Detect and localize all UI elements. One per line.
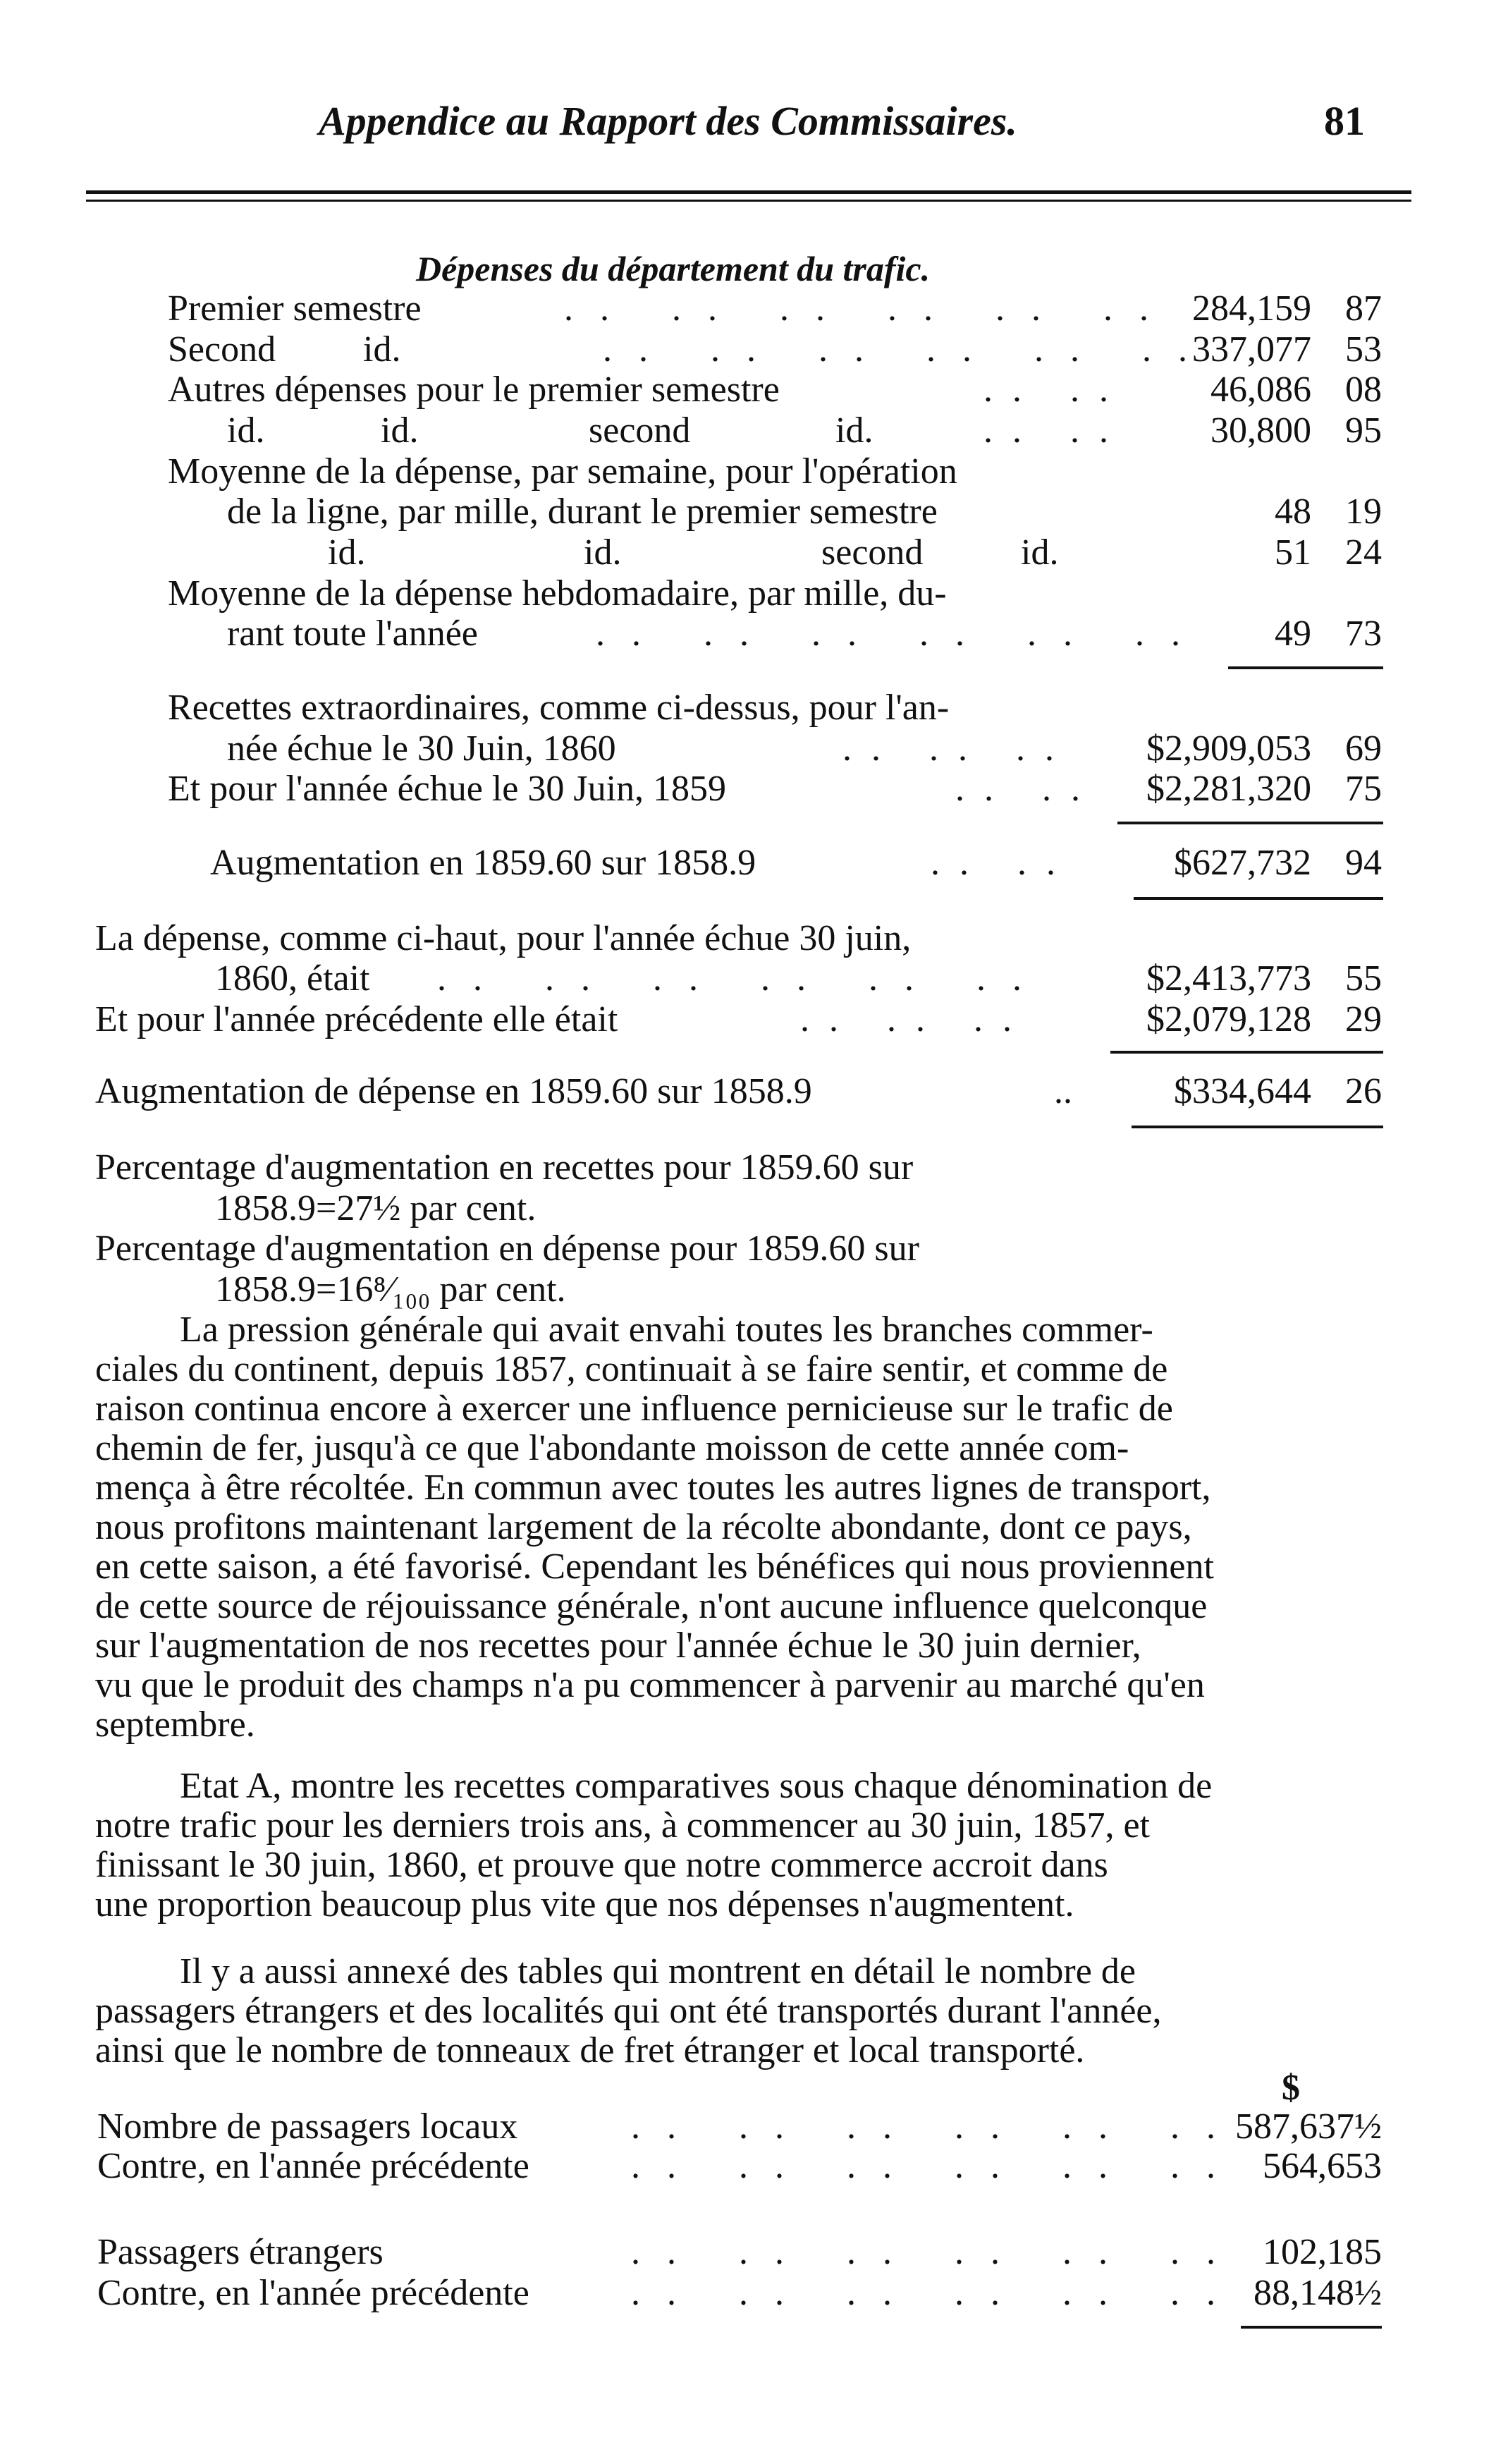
weekly-average-amount: 49 <box>1275 614 1311 654</box>
leader-dots: .. .. .. .. .. .. <box>596 614 1207 654</box>
expense-cents: 87 <box>1345 288 1382 329</box>
expense-amount: 337,077 <box>1192 329 1311 370</box>
receipts-line2: née échue le 30 Juin, 1860 <box>227 728 616 769</box>
leader-dots: .. .. <box>931 843 1075 883</box>
leader-dots: .. .. .. .. .. .. <box>564 288 1175 329</box>
percentage-receipts-line2: 1858.9=27½ par cent. <box>215 1188 537 1228</box>
average-label-id: id. <box>328 532 366 573</box>
leader-dots: .. .. <box>983 370 1128 410</box>
leader-dots: .. .. <box>983 410 1128 451</box>
percentage-receipts-line1: Percentage d'augmentation en recettes pour 1859.60 sur <box>95 1147 914 1188</box>
leader-dots: .. .. .. <box>842 728 1074 769</box>
average-label-id: id. <box>584 532 622 573</box>
text-line: ainsi que le nombre de tonneaux de fret étranger et local transporté. <box>95 2030 1085 2070</box>
total-rule <box>1134 897 1383 900</box>
weekly-average-cents: 73 <box>1345 614 1382 654</box>
text-line: mença à être récoltée. En commun avec toutes les autres lignes de transport, <box>95 1468 1211 1508</box>
expense-cents: 95 <box>1345 410 1382 451</box>
average-cents: 19 <box>1345 492 1382 532</box>
receipts-line3: Et pour l'année échue le 30 Juin, 1859 <box>168 769 727 809</box>
section-title: Dépenses du département du trafic. <box>416 249 931 288</box>
text-line: ciales du continent, depuis 1857, continuait à se faire sentir, et comme de <box>95 1349 1168 1389</box>
expenditure-amount-1860: $2,413,773 <box>1146 958 1311 999</box>
expense-amount: 46,086 <box>1210 370 1311 410</box>
average-label-line1: Moyenne de la dépense, par semaine, pour l'opération <box>168 451 957 492</box>
percentage-expense-line2: 1858.9=16⁸⁄₁₀₀ par cent. <box>215 1269 566 1310</box>
average-label-second: second <box>821 532 924 573</box>
expense-label-id: id. <box>381 410 419 451</box>
percentage-expense-line1: Percentage d'augmentation en dépense pour 1859.60 sur <box>95 1228 919 1269</box>
text-line: Il y a aussi annexé des tables qui montrent en détail le nombre de <box>180 1951 1136 1992</box>
expense-amount: 284,159 <box>1192 288 1311 329</box>
leader-dots: .. .. .. .. .. .. <box>631 2146 1242 2186</box>
expense-label-id: id. <box>227 410 265 451</box>
leader-dots: .. <box>1054 1071 1072 1111</box>
total-rule <box>1241 2326 1382 2329</box>
expense-cents: 53 <box>1345 329 1382 370</box>
average-amount: 51 <box>1275 532 1311 573</box>
total-rule <box>1132 1126 1383 1128</box>
running-title: Appendice au Rapport des Commissaires. <box>319 98 1017 144</box>
leader-dots: .. .. .. .. .. .. <box>437 958 1048 999</box>
leader-dots: .. .. .. .. .. .. <box>631 2106 1242 2147</box>
total-rule <box>1228 666 1383 669</box>
total-rule <box>1117 822 1383 824</box>
leader-dots: .. .. .. .. .. .. <box>603 329 1214 370</box>
text-line: sur l'augmentation de nos recettes pour l'année échue le 30 juin dernier, <box>95 1626 1141 1666</box>
text-line: une proportion beaucoup plus vite que nos dépenses n'augmentent. <box>95 1884 1074 1925</box>
leader-dots: .. .. .. <box>800 999 1031 1039</box>
receipts-cents-1859: 75 <box>1345 769 1382 809</box>
text-line: notre trafic pour les derniers trois ans, à commencer au 30 juin, 1857, et <box>95 1805 1150 1846</box>
text-line: passagers étrangers et des localités qui ont été transportés durant l'année, <box>95 1991 1162 2031</box>
page-number: 81 <box>1324 98 1365 144</box>
receipts-cents-1860: 69 <box>1345 728 1382 769</box>
receipts-increase-amount: $627,732 <box>1174 843 1311 883</box>
total-rule <box>1110 1051 1383 1054</box>
expenditure-increase-label: Augmentation de dépense en 1859.60 sur 1858.9 <box>95 1071 812 1111</box>
text-line: La pression générale qui avait envahi toutes les branches commer- <box>180 1310 1153 1350</box>
receipts-increase-cents: 94 <box>1345 843 1382 883</box>
local-passengers-prev-label: Contre, en l'année précédente <box>97 2146 529 2186</box>
expenditure-cents-1860: 55 <box>1345 958 1382 999</box>
expenditure-increase-amount: $334,644 <box>1174 1071 1311 1111</box>
text-line: raison continua encore à exercer une influence pernicieuse sur le trafic de <box>95 1389 1173 1429</box>
expense-label-second: second <box>589 410 691 451</box>
average-amount: 48 <box>1275 492 1311 532</box>
expense-cents: 08 <box>1345 370 1382 410</box>
local-passengers-prev-amount: 564,653 <box>1263 2146 1382 2186</box>
text-line: de cette source de réjouissance générale, n'ont aucune influence quelconque <box>95 1586 1208 1626</box>
expense-label-second: Second <box>168 329 276 370</box>
paragraph-annexed-tables <box>95 1952 1385 2070</box>
paragraph-etat-a <box>95 1767 1385 1925</box>
foreign-passengers-prev-label: Contre, en l'année précédente <box>97 2273 529 2313</box>
expenditure-line2: 1860, était <box>215 958 370 999</box>
text-line: en cette saison, a été favorisé. Cependant les bénéfices qui nous proviennent <box>95 1547 1214 1587</box>
text-line: vu que le produit des champs n'a pu commencer à parvenir au marché qu'en <box>95 1665 1205 1705</box>
expense-label-other: Autres dépenses pour le premier semestre <box>168 370 780 410</box>
foreign-passengers-prev-amount: 88,148½ <box>1253 2273 1382 2313</box>
weekly-average-line2: rant toute l'année <box>227 614 478 654</box>
header-rule-thin <box>86 200 1411 202</box>
expense-amount: 30,800 <box>1210 410 1311 451</box>
receipts-amount-1860: $2,909,053 <box>1146 728 1311 769</box>
receipts-line1: Recettes extraordinaires, comme ci-dessus, pour l'an- <box>168 688 950 728</box>
receipts-amount-1859: $2,281,320 <box>1146 769 1311 809</box>
expenditure-line3: Et pour l'année précédente elle était <box>95 999 618 1039</box>
expenditure-line1: La dépense, comme ci-haut, pour l'année échue 30 juin, <box>95 918 912 958</box>
average-label-id: id. <box>1021 532 1059 573</box>
expenditure-amount-1859: $2,079,128 <box>1146 999 1311 1039</box>
header-rule <box>86 190 1411 194</box>
expense-label-id: id. <box>363 329 401 370</box>
foreign-passengers-label: Passagers étrangers <box>97 2232 384 2272</box>
leader-dots: .. .. <box>955 769 1100 809</box>
currency-symbol: $ <box>1282 2068 1300 2108</box>
expense-label-first-semester: Premier semestre <box>168 288 422 329</box>
leader-dots: .. .. .. .. .. .. <box>631 2273 1242 2313</box>
text-line: chemin de fer, jusqu'à ce que l'abondante moisson de cette année com- <box>95 1428 1129 1468</box>
receipts-increase-label: Augmentation en 1859.60 sur 1858.9 <box>210 843 756 883</box>
expenditure-cents-1859: 29 <box>1345 999 1382 1039</box>
local-passengers-amount: 587,637½ <box>1235 2106 1382 2147</box>
text-line: Etat A, montre les recettes comparatives sous chaque dénomination de <box>180 1766 1213 1806</box>
expense-label-id: id. <box>835 410 873 451</box>
paragraph-pressure <box>95 1310 1385 1745</box>
leader-dots: .. .. .. .. .. .. <box>631 2232 1242 2272</box>
average-cents: 24 <box>1345 532 1382 573</box>
text-line: nous profitons maintenant largement de la récolte abondante, dont ce pays, <box>95 1507 1192 1547</box>
text-line: septembre. <box>95 1704 255 1745</box>
weekly-average-line1: Moyenne de la dépense hebdomadaire, par mille, du- <box>168 573 947 614</box>
foreign-passengers-amount: 102,185 <box>1263 2232 1382 2272</box>
average-label-line2: de la ligne, par mille, durant le premier semestre <box>227 492 938 532</box>
text-line: finissant le 30 juin, 1860, et prouve que notre commerce accroit dans <box>95 1845 1108 1885</box>
expenditure-increase-cents: 26 <box>1345 1071 1382 1111</box>
local-passengers-label: Nombre de passagers locaux <box>97 2106 518 2147</box>
